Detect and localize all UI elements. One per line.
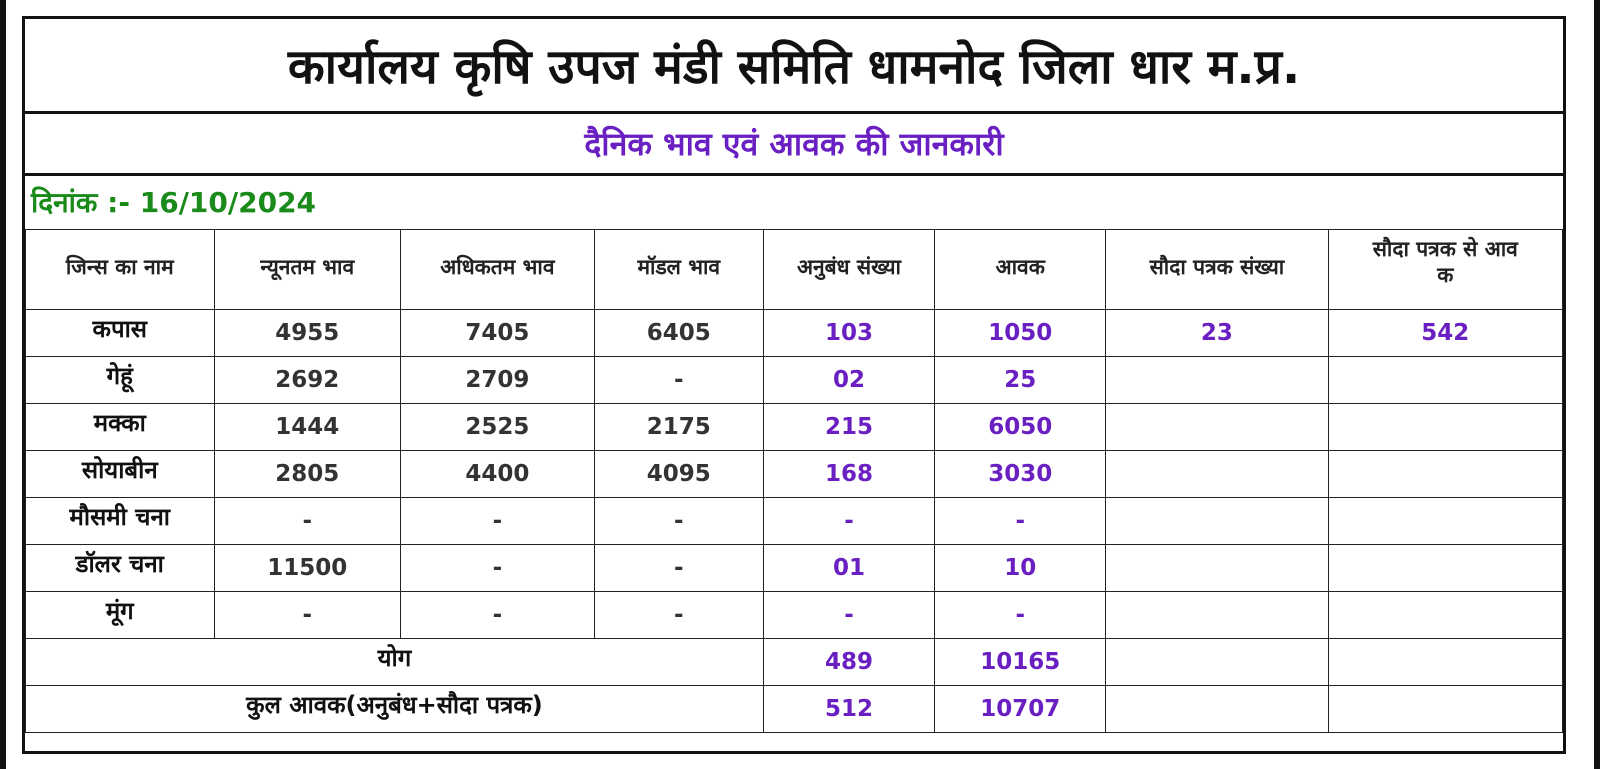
header-max-price: अधिकतम भाव <box>401 230 595 310</box>
cell-deal-count <box>1106 545 1328 592</box>
screen-edge-right <box>1594 0 1600 769</box>
cell-max-price: 7405 <box>401 310 595 357</box>
cell-min-price: 1444 <box>214 404 401 451</box>
header-min-price: न्यूनतम भाव <box>214 230 401 310</box>
cell-modal-price: 2175 <box>594 404 763 451</box>
cell-contract-count: 01 <box>763 545 934 592</box>
cell-deal-count <box>1106 592 1328 639</box>
cell-deal-count: 23 <box>1106 310 1328 357</box>
table-row <box>26 404 1563 451</box>
cell-crop-name: गेहूं <box>26 357 215 404</box>
cell-arrival: 10 <box>935 545 1106 592</box>
rates-table <box>25 229 1563 733</box>
cell-deal-arrival: 542 <box>1328 310 1562 357</box>
cell-modal-price: - <box>594 357 763 404</box>
cell-contract-count: 02 <box>763 357 934 404</box>
cell-modal-price: 6405 <box>594 310 763 357</box>
cell-contract-count: - <box>763 498 934 545</box>
total-row-label: योग <box>26 639 764 686</box>
cell-deal-count <box>1106 357 1328 404</box>
cell-min-price: 2805 <box>214 451 401 498</box>
grand-total-row-contracts: 512 <box>763 686 934 733</box>
office-title: कार्यालय कृषि उपज मंडी समिति धामनोद जिला धार म.प्र. <box>25 19 1563 114</box>
cell-max-price: - <box>401 498 595 545</box>
cell-max-price: - <box>401 545 595 592</box>
cell-max-price: 4400 <box>401 451 595 498</box>
cell-min-price: 2692 <box>214 357 401 404</box>
cell-modal-price: - <box>594 592 763 639</box>
grand-total-row <box>26 686 1563 733</box>
cell-max-price: - <box>401 592 595 639</box>
cell-contract-count: 103 <box>763 310 934 357</box>
table-header-row <box>26 230 1563 310</box>
cell-deal-arrival <box>1328 545 1562 592</box>
table-row <box>26 592 1563 639</box>
cell-deal-arrival <box>1328 357 1562 404</box>
cell-contract-count: 168 <box>763 451 934 498</box>
grand-total-row-deal-arrival <box>1328 686 1562 733</box>
table-row <box>26 451 1563 498</box>
screen-edge-left <box>0 0 6 769</box>
cell-modal-price: - <box>594 545 763 592</box>
cell-deal-arrival <box>1328 592 1562 639</box>
cell-max-price: 2709 <box>401 357 595 404</box>
cell-deal-arrival <box>1328 404 1562 451</box>
total-row-contracts: 489 <box>763 639 934 686</box>
header-crop-name: जिन्स का नाम <box>26 230 215 310</box>
cell-arrival: - <box>935 592 1106 639</box>
cell-deal-arrival <box>1328 498 1562 545</box>
cell-contract-count: - <box>763 592 934 639</box>
grand-total-row-arrival: 10707 <box>935 686 1106 733</box>
cell-deal-arrival <box>1328 451 1562 498</box>
total-row-deal-arrival <box>1328 639 1562 686</box>
cell-arrival: - <box>935 498 1106 545</box>
cell-deal-count <box>1106 404 1328 451</box>
cell-crop-name: सोयाबीन <box>26 451 215 498</box>
cell-arrival: 6050 <box>935 404 1106 451</box>
cell-min-price: 4955 <box>214 310 401 357</box>
cell-deal-count <box>1106 451 1328 498</box>
header-arrival: आवक <box>935 230 1106 310</box>
header-modal-price: मॉडल भाव <box>594 230 763 310</box>
table-row <box>26 545 1563 592</box>
cell-crop-name: मक्का <box>26 404 215 451</box>
cell-min-price: - <box>214 592 401 639</box>
cell-arrival: 25 <box>935 357 1106 404</box>
table-row <box>26 498 1563 545</box>
total-row-arrival: 10165 <box>935 639 1106 686</box>
cell-crop-name: डॉलर चना <box>26 545 215 592</box>
cell-min-price: 11500 <box>214 545 401 592</box>
header-contract-count: अनुबंध संख्या <box>763 230 934 310</box>
cell-crop-name: कपास <box>26 310 215 357</box>
grand-total-row-deal-count <box>1106 686 1328 733</box>
total-row-deal-count <box>1106 639 1328 686</box>
cell-max-price: 2525 <box>401 404 595 451</box>
cell-crop-name: मूंग <box>26 592 215 639</box>
cell-modal-price: 4095 <box>594 451 763 498</box>
cell-contract-count: 215 <box>763 404 934 451</box>
report-date: दिनांक :- 16/10/2024 <box>31 186 317 219</box>
table-row <box>26 310 1563 357</box>
header-deal-count: सौदा पत्रक संख्या <box>1106 230 1328 310</box>
header-deal-arrival: सौदा पत्रक से आव क <box>1328 230 1562 310</box>
table-row <box>26 357 1563 404</box>
document-frame <box>22 16 1566 754</box>
cell-modal-price: - <box>594 498 763 545</box>
cell-arrival: 1050 <box>935 310 1106 357</box>
cell-arrival: 3030 <box>935 451 1106 498</box>
cell-deal-count <box>1106 498 1328 545</box>
grand-total-row-label: कुल आवक(अनुबंध+सौदा पत्रक) <box>26 686 764 733</box>
report-subtitle: दैनिक भाव एवं आवक की जानकारी <box>25 114 1563 176</box>
cell-crop-name: मौसमी चना <box>26 498 215 545</box>
total-row <box>26 639 1563 686</box>
cell-min-price: - <box>214 498 401 545</box>
